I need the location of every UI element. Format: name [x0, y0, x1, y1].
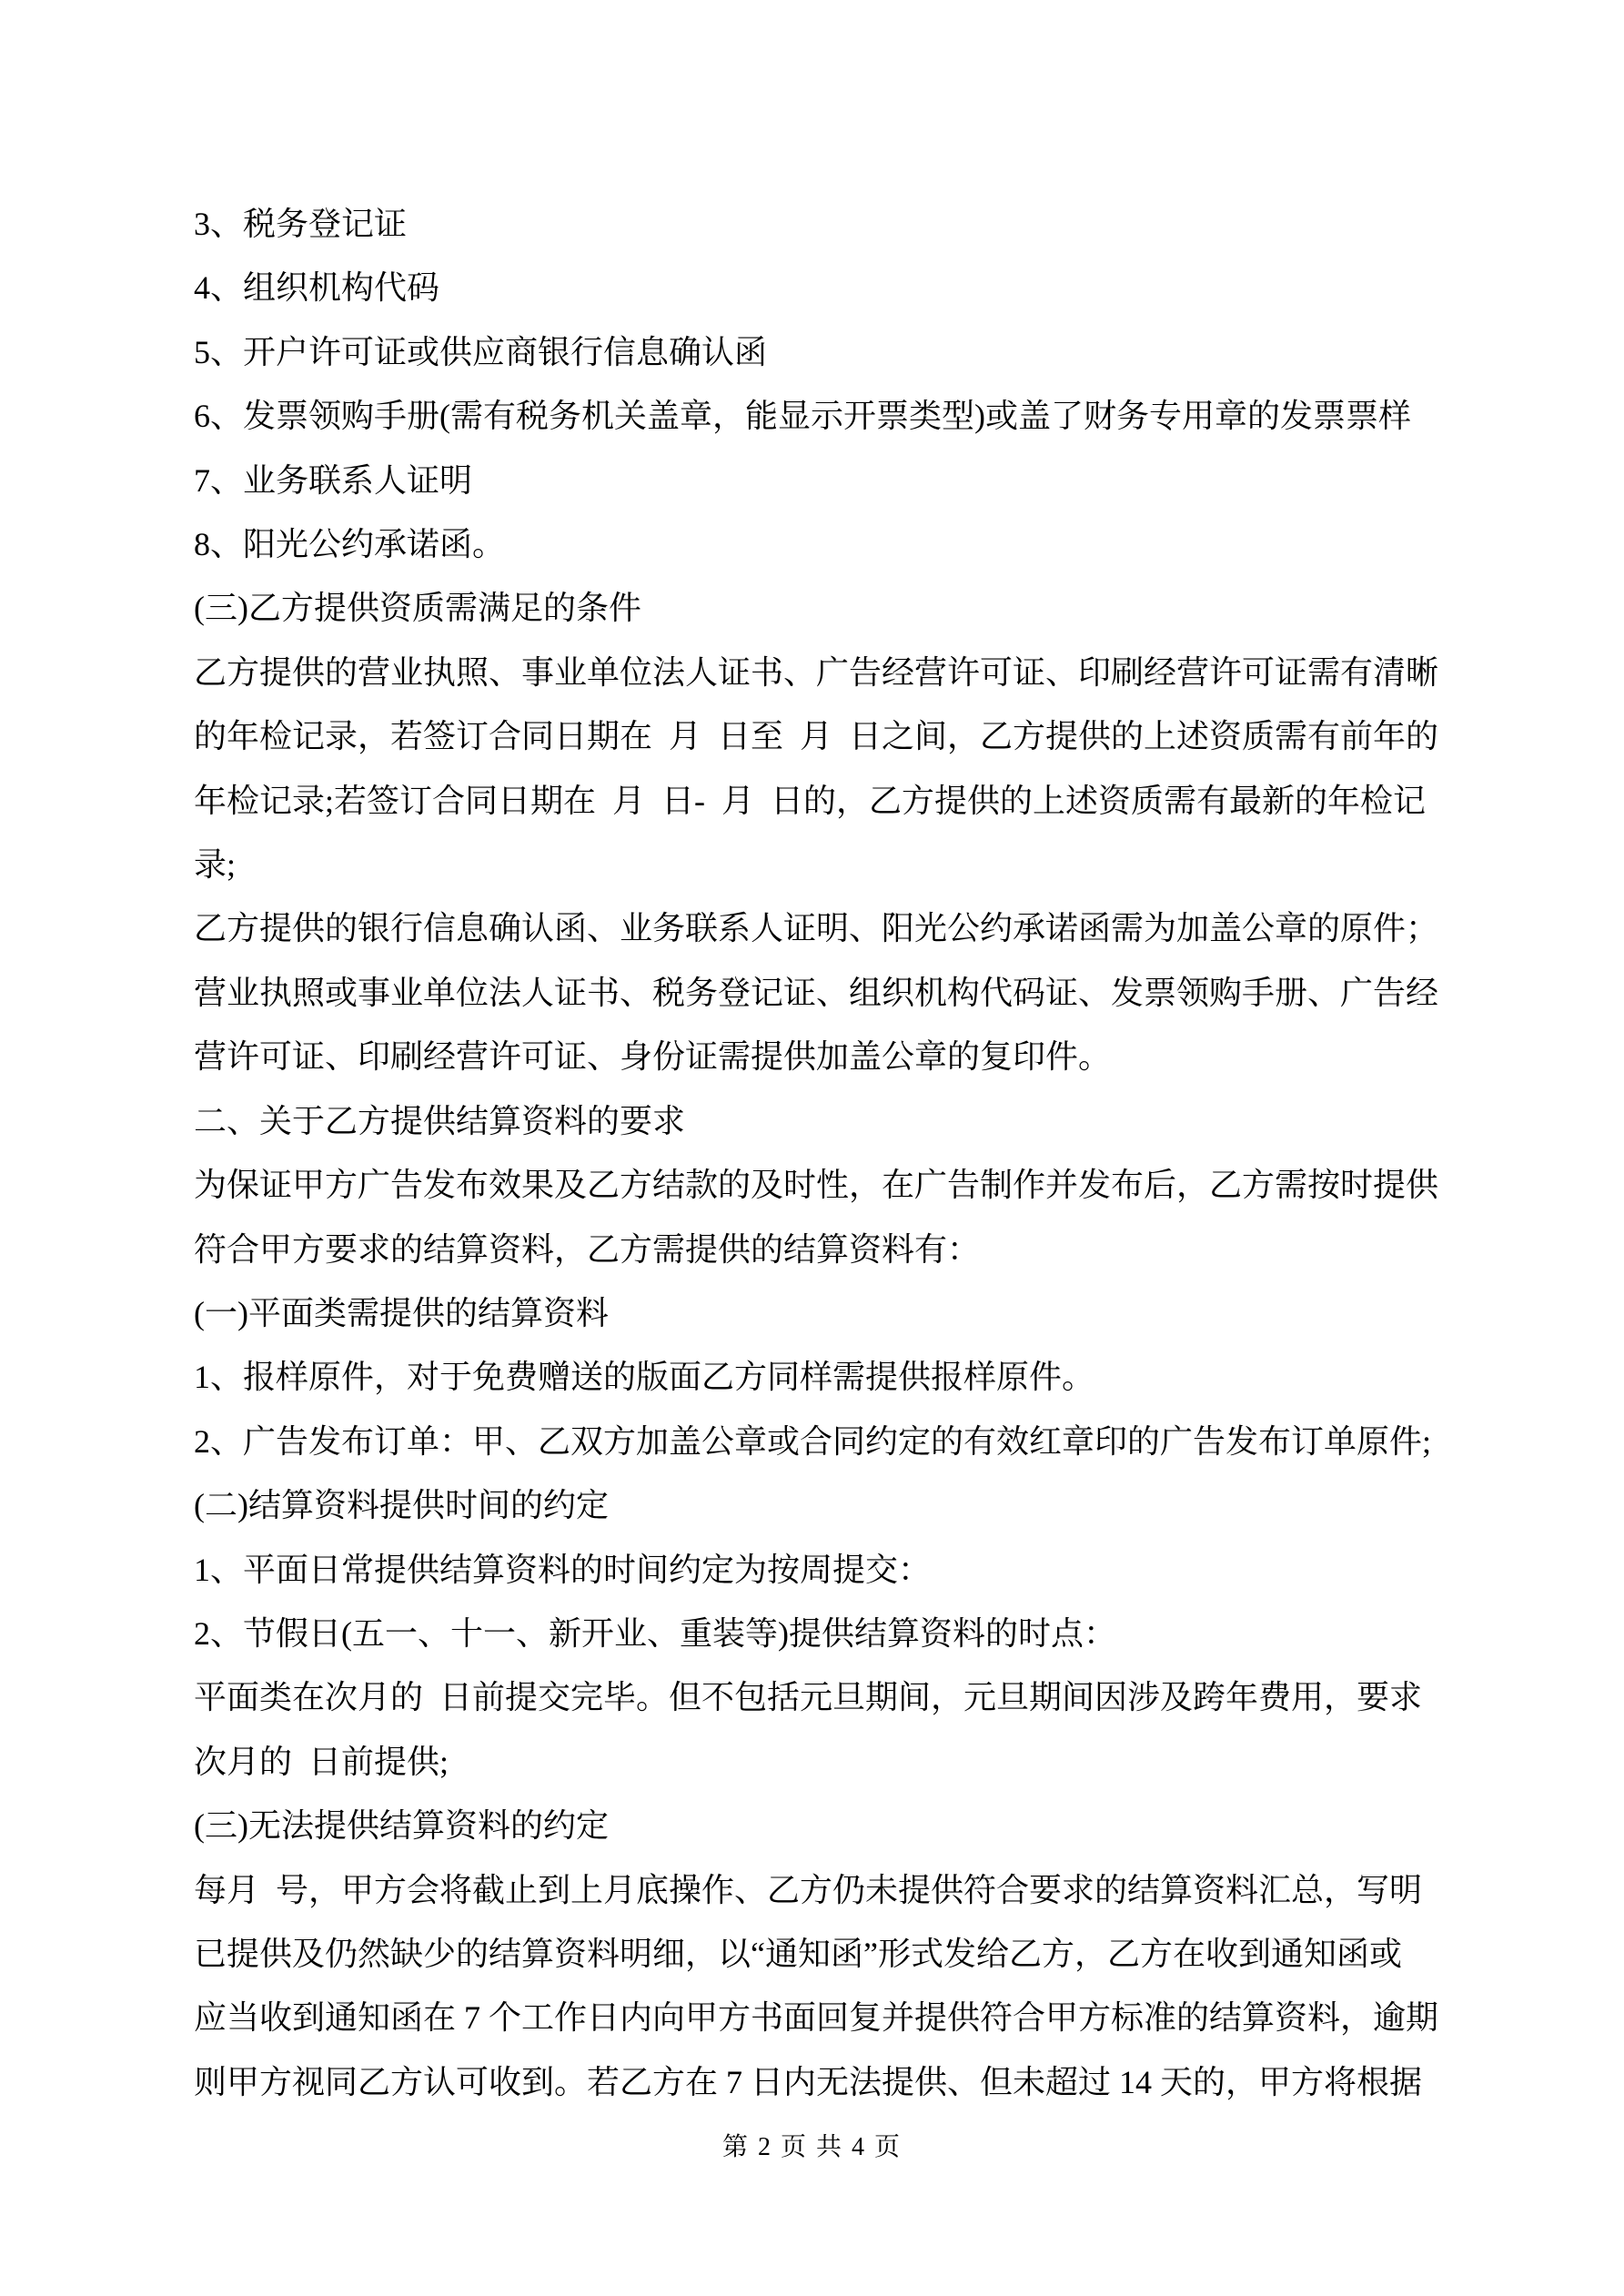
text-line: 二、关于乙方提供结算资料的要求 — [194, 1102, 686, 1139]
text-line: 为保证甲方广告发布效果及乙方结款的及时性，在广告制作并发布后，乙方需按时提供 — [194, 1167, 1439, 1204]
text-line: 3、税务登记证 — [194, 206, 408, 242]
text-line: 营许可证、印刷经营许可证、身份证需提供加盖公章的复印件。 — [194, 1038, 1112, 1076]
text-line: 乙方提供的银行信息确认函、业务联系人证明、阳光公约承诺函需为加盖公章的原件； — [194, 910, 1439, 947]
text-line: 7、业务联系人证明 — [194, 461, 473, 499]
text-line: 录; — [194, 846, 237, 884]
text-line: 已提供及仍然缺少的结算资料明细，以“通知函”形式发给乙方，乙方在收到通知函或 — [194, 1935, 1402, 1972]
text-line: 次月的 日前提供; — [194, 1743, 449, 1780]
text-line: 1、平面日常提供结算资料的时间约定为按周提交： — [194, 1551, 932, 1588]
text-line: 符合甲方要求的结算资料，乙方需提供的结算资料有： — [194, 1230, 981, 1268]
text-line: 则甲方视同乙方认可收到。若乙方在 7 日内无法提供、但未超过 14 天的，甲方将根据 — [194, 2063, 1423, 2100]
text-line: 8、阳光公约承诺函。 — [194, 526, 506, 563]
page-footer: 第 2 页 共 4 页 — [721, 2133, 902, 2161]
text-line: 乙方提供的营业执照、事业单位法人证书、广告经营许可证、印刷经营许可证需有清晰 — [194, 653, 1439, 691]
text-line: 平面类在次月的 日前提交完毕。但不包括元旦期间，元旦期间因涉及跨年费用，要求 — [194, 1679, 1423, 1716]
text-line: 每月 号，甲方会将截止到上月底操作、乙方仍未提供符合要求的结算资料汇总，写明 — [194, 1871, 1423, 1908]
text-line: (三)乙方提供资质需满足的条件 — [194, 590, 641, 627]
text-line: 的年检记录，若签订合同日期在 月 日至 月 日之间，乙方提供的上述资质需有前年的 — [194, 718, 1439, 755]
text-line: 营业执照或事业单位法人证书、税务登记证、组织机构代码证、发票领购手册、广告经 — [194, 974, 1439, 1011]
text-line: (二)结算资料提供时间的约定 — [194, 1487, 609, 1524]
text-line: 6、发票领购手册(需有税务机关盖章，能显示开票类型)或盖了财务专用章的发票票样 — [194, 398, 1411, 435]
text-line: (三)无法提供结算资料的约定 — [194, 1807, 609, 1845]
text-line: 1、报样原件，对于免费赠送的版面乙方同样需提供报样原件。 — [194, 1359, 1095, 1396]
text-line: 年检记录;若签订合同日期在 月 日- 月 日的，乙方提供的上述资质需有最新的年检记 — [194, 782, 1426, 819]
text-line: 2、节假日(五一、十一、新开业、重装等)提供结算资料的时点： — [194, 1614, 1116, 1652]
text-line: 5、开户许可证或供应商银行信息确认函 — [194, 333, 768, 370]
text-line: 应当收到通知函在 7 个工作日内向甲方书面回复并提供符合甲方标准的结算资料，逾期 — [194, 1999, 1439, 2037]
text-line: 2、广告发布订单：甲、乙双方加盖公章或合同约定的有效红章印的广告发布订单原件; — [194, 1422, 1432, 1460]
document-body — [194, 192, 1449, 2114]
text-line: 4、组织机构代码 — [194, 269, 440, 307]
text-line: (一)平面类需提供的结算资料 — [194, 1294, 609, 1331]
